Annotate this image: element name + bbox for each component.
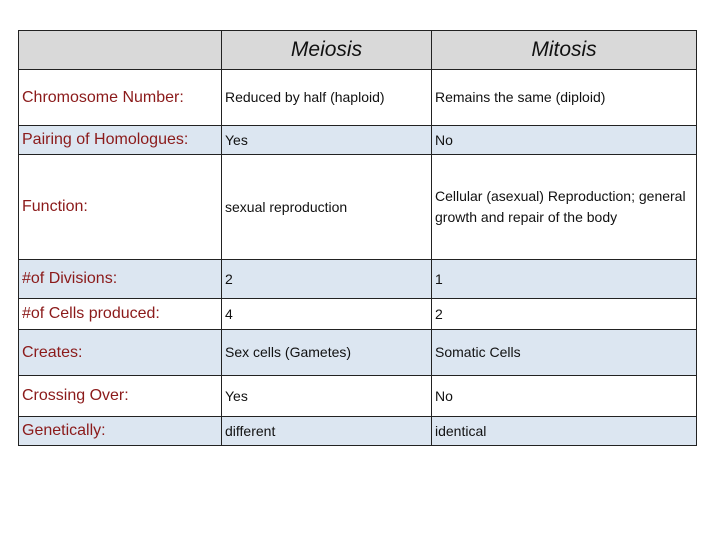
mitosis-cell: Cellular (asexual) Reproduction; general growth and repair of the body [432, 155, 697, 260]
meiosis-cell: 4 [222, 299, 432, 330]
header-row [19, 31, 697, 70]
meiosis-cell: different [222, 417, 432, 446]
row-label: Crossing Over: [19, 376, 222, 417]
meiosis-cell: Yes [222, 376, 432, 417]
mitosis-cell: No [432, 126, 697, 155]
row-label: Function: [19, 155, 222, 260]
meiosis-cell: 2 [222, 260, 432, 299]
mitosis-cell: Somatic Cells [432, 330, 697, 376]
mitosis-cell: No [432, 376, 697, 417]
mitosis-cell: Remains the same (diploid) [432, 70, 697, 126]
table-row [19, 70, 697, 126]
mitosis-cell: 1 [432, 260, 697, 299]
table-row [19, 260, 697, 299]
table-row [19, 330, 697, 376]
header-mitosis: Mitosis [432, 31, 697, 70]
table-row [19, 299, 697, 330]
mitosis-cell: identical [432, 417, 697, 446]
table-row [19, 155, 697, 260]
table-row [19, 126, 697, 155]
meiosis-cell: Yes [222, 126, 432, 155]
table-row [19, 417, 697, 446]
table-row [19, 376, 697, 417]
meiosis-cell: Reduced by half (haploid) [222, 70, 432, 126]
mitosis-cell: 2 [432, 299, 697, 330]
header-empty-cell [19, 31, 222, 70]
header-meiosis: Meiosis [222, 31, 432, 70]
row-label: Pairing of Homologues: [19, 126, 222, 155]
comparison-table [18, 30, 697, 446]
row-label: #of Cells produced: [19, 299, 222, 330]
row-label: #of Divisions: [19, 260, 222, 299]
row-label: Genetically: [19, 417, 222, 446]
meiosis-cell: sexual reproduction [222, 155, 432, 260]
row-label: Chromosome Number: [19, 70, 222, 126]
meiosis-cell: Sex cells (Gametes) [222, 330, 432, 376]
row-label: Creates: [19, 330, 222, 376]
